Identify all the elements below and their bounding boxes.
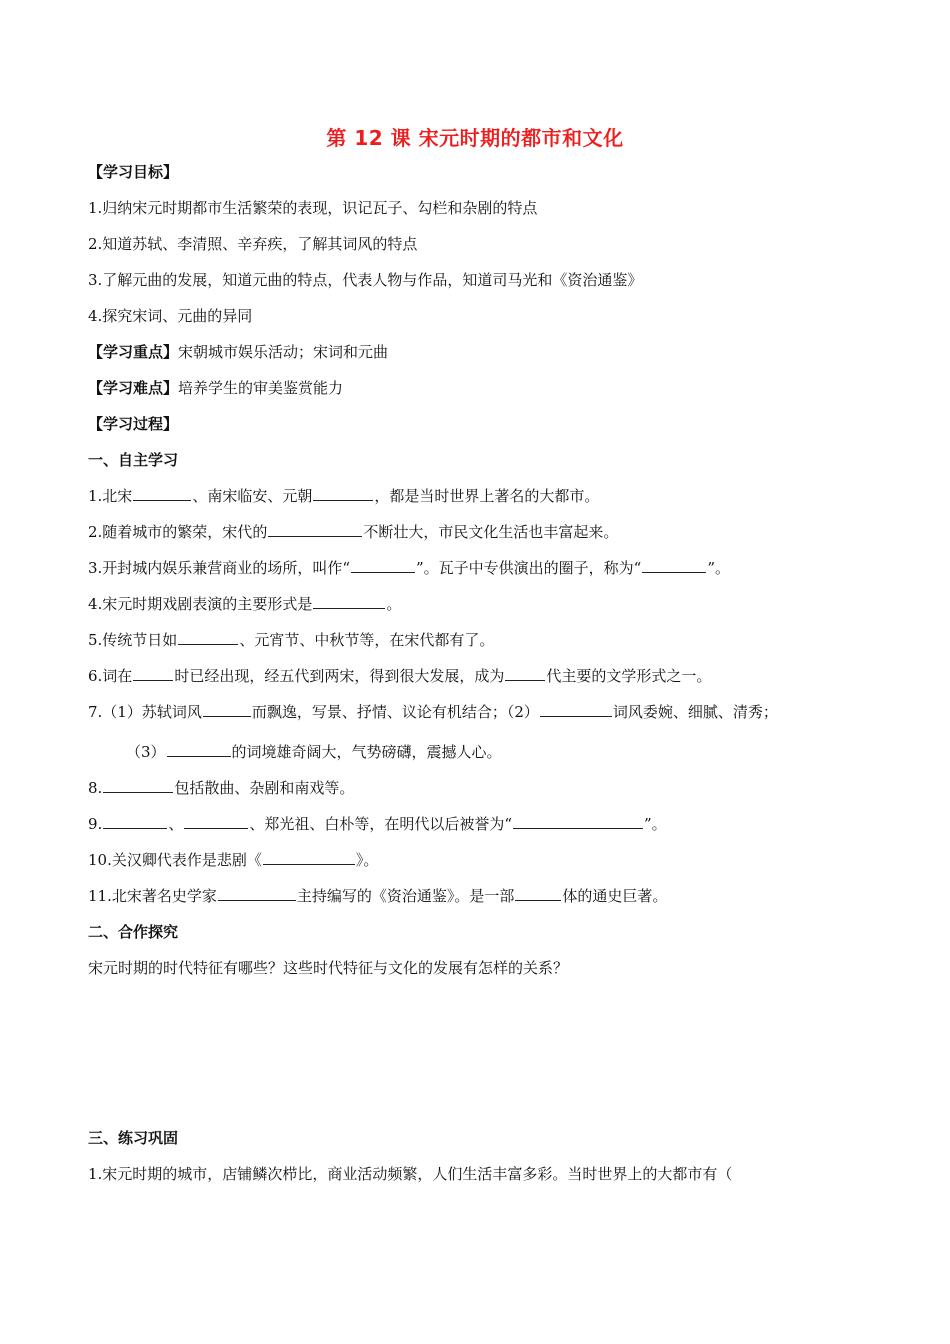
q7-blank-1[interactable] bbox=[203, 702, 251, 717]
q5-text-b: 、元宵节、中秋节等，在宋代都有了。 bbox=[239, 631, 495, 649]
practice-question-1: 1.宋元时期的城市，店铺鳞次栉比，商业活动频繁，人们生活丰富多彩。当时世界上的大都市有（ bbox=[88, 1165, 733, 1183]
objectives-heading: 【学习目标】 bbox=[88, 163, 179, 181]
question-1 bbox=[88, 485, 599, 507]
focus-row bbox=[88, 341, 388, 363]
question-2 bbox=[88, 521, 618, 543]
q4-blank-1[interactable] bbox=[313, 594, 385, 609]
question-7 bbox=[88, 701, 778, 723]
q9-blank-1[interactable] bbox=[103, 814, 167, 829]
q6-text-b: 时已经出现，经五代到两宋，得到很大发展，成为 bbox=[174, 667, 505, 685]
q7b-text-b: 的词境雄奇阔大，气势磅礴，震撼人心。 bbox=[231, 743, 502, 761]
q6-blank-2[interactable] bbox=[505, 666, 545, 681]
objective-2: 2.知道苏轼、李清照、辛弃疾，了解其词风的特点 bbox=[88, 235, 418, 253]
q3-text-a: 3.开封城内娱乐兼营商业的场所，叫作“ bbox=[88, 559, 350, 577]
q3-text-c: ”。 bbox=[707, 559, 730, 577]
q9-text-a: 9. bbox=[88, 815, 103, 833]
q7-blank-2[interactable] bbox=[540, 702, 612, 717]
question-4 bbox=[88, 593, 401, 615]
focus-text: 宋朝城市娱乐活动；宋词和元曲 bbox=[178, 343, 389, 361]
q1-text-c: ，都是当时世界上著名的大都市。 bbox=[374, 487, 600, 505]
q9-text-c: 、郑光祖、白朴等，在明代以后被誉为“ bbox=[249, 815, 512, 833]
q10-text-a: 10.关汉卿代表作是悲剧《 bbox=[88, 851, 262, 869]
q10-blank-1[interactable] bbox=[263, 850, 355, 865]
focus-label: 【学习重点】 bbox=[88, 343, 179, 361]
question-8 bbox=[88, 777, 354, 799]
q3-blank-2[interactable] bbox=[642, 558, 706, 573]
q9-blank-3[interactable] bbox=[513, 814, 643, 829]
q7-text-b: 而飘逸，写景、抒情、议论有机结合；（2） bbox=[251, 703, 539, 721]
difficulty-row bbox=[88, 377, 343, 399]
q1-text-a: 1.北宋 bbox=[88, 487, 133, 505]
q9-text-b: 、 bbox=[168, 815, 184, 833]
q9-blank-2[interactable] bbox=[184, 814, 248, 829]
q5-text-a: 5.传统节日如 bbox=[88, 631, 178, 649]
q3-text-b: ”。瓦子中专供演出的圈子，称为“ bbox=[415, 559, 642, 577]
q11-blank-2[interactable] bbox=[515, 886, 561, 901]
objective-3: 3.了解元曲的发展，知道元曲的特点，代表人物与作品，知道司马光和《资治通鉴》 bbox=[88, 271, 643, 289]
q8-blank-1[interactable] bbox=[103, 778, 173, 793]
q11-text-b: 主持编写的《资治通鉴》。是一部 bbox=[296, 887, 515, 905]
q2-text-b: 不断壮大，市民文化生活也丰富起来。 bbox=[363, 523, 619, 541]
q6-text-a: 6.词在 bbox=[88, 667, 133, 685]
q6-blank-1[interactable] bbox=[133, 666, 173, 681]
q5-blank-1[interactable] bbox=[178, 630, 238, 645]
q7b-blank-1[interactable] bbox=[167, 742, 231, 757]
question-10 bbox=[88, 849, 378, 871]
q9-text-d: ”。 bbox=[644, 815, 667, 833]
q11-text-c: 体的通史巨著。 bbox=[562, 887, 668, 905]
question-11 bbox=[88, 885, 667, 907]
q7-text-c: 词风委婉、细腻、清秀； bbox=[612, 703, 778, 721]
q8-text-a: 8. bbox=[88, 779, 103, 797]
self-study-heading: 一、自主学习 bbox=[88, 451, 179, 469]
q11-text-a: 11.北宋著名史学家 bbox=[88, 887, 217, 905]
process-heading: 【学习过程】 bbox=[88, 415, 179, 433]
q2-blank-1[interactable] bbox=[268, 522, 362, 537]
q1-blank-2[interactable] bbox=[313, 486, 373, 501]
q11-blank-1[interactable] bbox=[218, 886, 296, 901]
objective-1: 1.归纳宋元时期都市生活繁荣的表现，识记瓦子、勾栏和杂剧的特点 bbox=[88, 199, 538, 217]
q1-text-b: 、南宋临安、元朝 bbox=[192, 487, 313, 505]
question-6 bbox=[88, 665, 711, 687]
question-7-part-3 bbox=[126, 741, 502, 763]
page-title: 第 12 课 宋元时期的都市和文化 bbox=[326, 126, 624, 150]
cooperation-heading: 二、合作探究 bbox=[88, 923, 179, 941]
difficulty-text: 培养学生的审美鉴赏能力 bbox=[178, 379, 344, 397]
q1-blank-1[interactable] bbox=[133, 486, 191, 501]
q3-blank-1[interactable] bbox=[351, 558, 415, 573]
difficulty-label: 【学习难点】 bbox=[88, 379, 179, 397]
question-5 bbox=[88, 629, 494, 651]
q2-text-a: 2.随着城市的繁荣，宋代的 bbox=[88, 523, 268, 541]
q7-text-a: 7.（1）苏轼词风 bbox=[88, 703, 202, 721]
q8-text-b: 包括散曲、杂剧和南戏等。 bbox=[174, 779, 355, 797]
q6-text-c: 代主要的文学形式之一。 bbox=[546, 667, 712, 685]
cooperation-question: 宋元时期的时代特征有哪些？这些时代特征与文化的发展有怎样的关系？ bbox=[88, 959, 569, 977]
q4-text-b: 。 bbox=[386, 595, 402, 613]
objective-4: 4.探究宋词、元曲的异同 bbox=[88, 307, 253, 325]
q10-text-b: 》。 bbox=[355, 851, 379, 869]
practice-heading: 三、练习巩固 bbox=[88, 1129, 179, 1147]
question-3 bbox=[88, 557, 730, 579]
question-9 bbox=[88, 813, 667, 835]
q7b-text-a: （3） bbox=[126, 743, 166, 761]
q4-text-a: 4.宋元时期戏剧表演的主要形式是 bbox=[88, 595, 313, 613]
